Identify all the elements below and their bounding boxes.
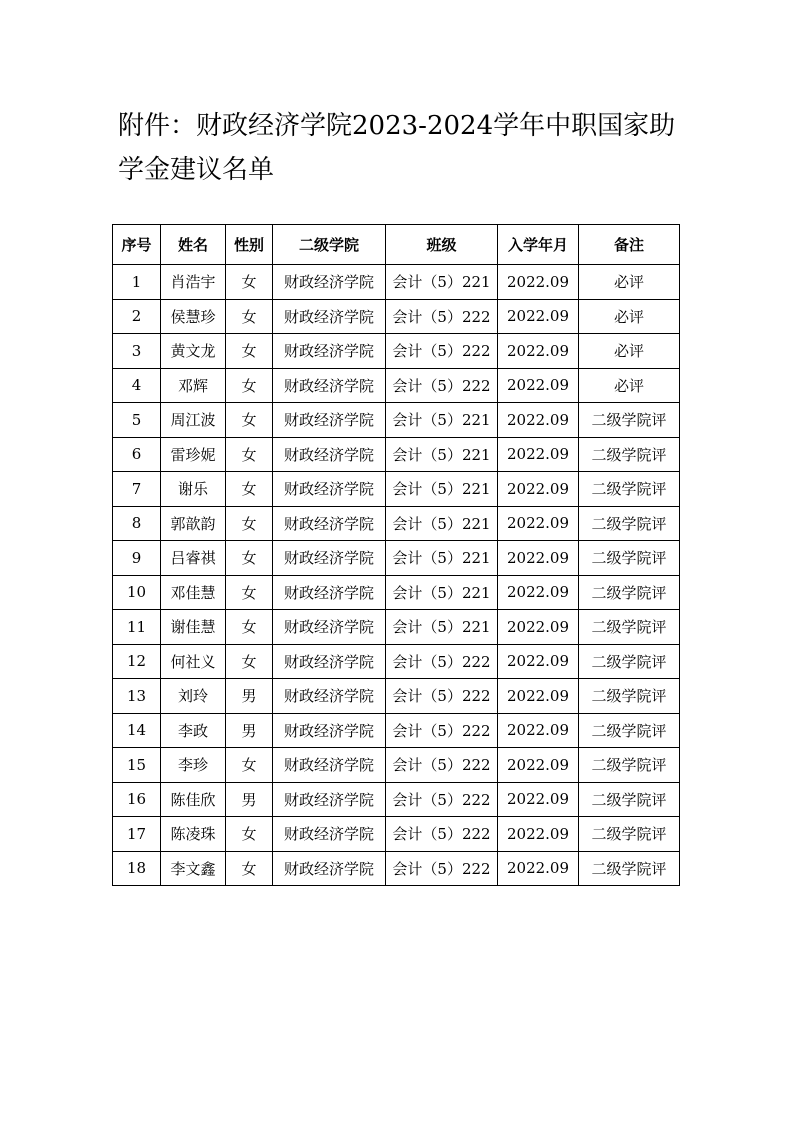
table-row [113,472,680,507]
cell-gender: 女 [226,299,273,334]
cell-serial-number: 4 [113,368,161,403]
cell-name: 陈凌珠 [161,817,226,852]
cell-remarks: 二级学院评 [579,817,680,852]
cell-enrollment-date: 2022.09 [498,299,579,334]
cell-enrollment-date: 2022.09 [498,472,579,507]
cell-serial-number: 17 [113,817,161,852]
cell-class: 会计（5）221 [386,265,498,300]
cell-college: 财政经济学院 [273,817,386,852]
cell-enrollment-date: 2022.09 [498,817,579,852]
table-header-row [113,225,680,265]
cell-gender: 女 [226,334,273,369]
cell-name: 吕睿祺 [161,541,226,576]
header-name: 姓名 [161,225,226,265]
cell-remarks: 必评 [579,368,680,403]
cell-class: 会计（5）222 [386,782,498,817]
cell-serial-number: 8 [113,506,161,541]
cell-college: 财政经济学院 [273,472,386,507]
cell-name: 侯慧珍 [161,299,226,334]
cell-gender: 女 [226,265,273,300]
cell-gender: 女 [226,403,273,438]
cell-enrollment-date: 2022.09 [498,368,579,403]
grant-recommendation-table [112,224,680,886]
cell-serial-number: 1 [113,265,161,300]
header-remarks: 备注 [579,225,680,265]
table-row [113,437,680,472]
cell-serial-number: 7 [113,472,161,507]
table-row [113,403,680,438]
table-body [113,265,680,886]
cell-college: 财政经济学院 [273,506,386,541]
cell-class: 会计（5）222 [386,817,498,852]
cell-enrollment-date: 2022.09 [498,334,579,369]
cell-gender: 女 [226,644,273,679]
cell-remarks: 二级学院评 [579,713,680,748]
cell-gender: 女 [226,851,273,886]
cell-remarks: 二级学院评 [579,782,680,817]
cell-college: 财政经济学院 [273,713,386,748]
table-row [113,782,680,817]
cell-enrollment-date: 2022.09 [498,782,579,817]
cell-remarks: 二级学院评 [579,403,680,438]
cell-class: 会计（5）222 [386,679,498,714]
document-title: 附件：财政经济学院2023-2024学年中职国家助学金建议名单 [118,111,676,185]
cell-enrollment-date: 2022.09 [498,506,579,541]
cell-name: 李文鑫 [161,851,226,886]
cell-remarks: 二级学院评 [579,472,680,507]
cell-remarks: 二级学院评 [579,541,680,576]
cell-name: 邓佳慧 [161,575,226,610]
cell-class: 会计（5）221 [386,506,498,541]
cell-name: 黄文龙 [161,334,226,369]
cell-serial-number: 13 [113,679,161,714]
cell-gender: 女 [226,610,273,645]
cell-college: 财政经济学院 [273,368,386,403]
cell-college: 财政经济学院 [273,541,386,576]
cell-enrollment-date: 2022.09 [498,610,579,645]
cell-class: 会计（5）221 [386,437,498,472]
cell-class: 会计（5）222 [386,368,498,403]
cell-college: 财政经济学院 [273,679,386,714]
cell-gender: 女 [226,368,273,403]
table-row [113,851,680,886]
table-row [113,368,680,403]
table-row [113,541,680,576]
cell-enrollment-date: 2022.09 [498,644,579,679]
cell-name: 邓辉 [161,368,226,403]
cell-gender: 男 [226,713,273,748]
cell-serial-number: 11 [113,610,161,645]
header-enrollment-date: 入学年月 [498,225,579,265]
cell-serial-number: 2 [113,299,161,334]
cell-enrollment-date: 2022.09 [498,713,579,748]
cell-enrollment-date: 2022.09 [498,541,579,576]
cell-enrollment-date: 2022.09 [498,748,579,783]
cell-class: 会计（5）221 [386,472,498,507]
table-row [113,713,680,748]
cell-class: 会计（5）222 [386,644,498,679]
cell-enrollment-date: 2022.09 [498,679,579,714]
cell-gender: 女 [226,472,273,507]
cell-college: 财政经济学院 [273,403,386,438]
cell-class: 会计（5）221 [386,541,498,576]
cell-enrollment-date: 2022.09 [498,437,579,472]
cell-serial-number: 18 [113,851,161,886]
cell-class: 会计（5）221 [386,610,498,645]
cell-college: 财政经济学院 [273,610,386,645]
table-row [113,644,680,679]
cell-serial-number: 5 [113,403,161,438]
cell-name: 李政 [161,713,226,748]
cell-college: 财政经济学院 [273,748,386,783]
cell-gender: 女 [226,575,273,610]
cell-remarks: 必评 [579,334,680,369]
cell-college: 财政经济学院 [273,782,386,817]
cell-remarks: 二级学院评 [579,644,680,679]
cell-college: 财政经济学院 [273,437,386,472]
cell-name: 郭歆韵 [161,506,226,541]
cell-remarks: 二级学院评 [579,610,680,645]
cell-name: 周江波 [161,403,226,438]
cell-class: 会计（5）222 [386,748,498,783]
cell-gender: 女 [226,817,273,852]
cell-class: 会计（5）222 [386,713,498,748]
cell-class: 会计（5）221 [386,403,498,438]
cell-remarks: 二级学院评 [579,851,680,886]
table-row [113,334,680,369]
cell-class: 会计（5）222 [386,334,498,369]
table-row [113,610,680,645]
cell-college: 财政经济学院 [273,265,386,300]
cell-remarks: 二级学院评 [579,506,680,541]
cell-gender: 女 [226,506,273,541]
cell-college: 财政经济学院 [273,644,386,679]
cell-college: 财政经济学院 [273,299,386,334]
header-serial-number: 序号 [113,225,161,265]
table-row [113,679,680,714]
cell-serial-number: 12 [113,644,161,679]
cell-serial-number: 3 [113,334,161,369]
cell-college: 财政经济学院 [273,575,386,610]
cell-remarks: 必评 [579,299,680,334]
cell-name: 何社义 [161,644,226,679]
cell-enrollment-date: 2022.09 [498,851,579,886]
cell-name: 陈佳欣 [161,782,226,817]
cell-serial-number: 10 [113,575,161,610]
cell-name: 雷珍妮 [161,437,226,472]
header-class: 班级 [386,225,498,265]
table-row [113,506,680,541]
cell-class: 会计（5）221 [386,575,498,610]
table-row [113,265,680,300]
cell-gender: 男 [226,782,273,817]
table-row [113,748,680,783]
header-college: 二级学院 [273,225,386,265]
cell-remarks: 二级学院评 [579,575,680,610]
cell-remarks: 二级学院评 [579,748,680,783]
header-gender: 性别 [226,225,273,265]
cell-enrollment-date: 2022.09 [498,403,579,438]
cell-college: 财政经济学院 [273,334,386,369]
cell-remarks: 二级学院评 [579,679,680,714]
cell-remarks: 二级学院评 [579,437,680,472]
cell-college: 财政经济学院 [273,851,386,886]
cell-remarks: 必评 [579,265,680,300]
cell-serial-number: 6 [113,437,161,472]
cell-class: 会计（5）222 [386,851,498,886]
cell-gender: 女 [226,748,273,783]
cell-name: 谢乐 [161,472,226,507]
cell-serial-number: 9 [113,541,161,576]
cell-class: 会计（5）222 [386,299,498,334]
cell-gender: 女 [226,437,273,472]
cell-serial-number: 15 [113,748,161,783]
cell-enrollment-date: 2022.09 [498,265,579,300]
cell-name: 刘玲 [161,679,226,714]
cell-name: 谢佳慧 [161,610,226,645]
table-row [113,299,680,334]
cell-name: 李珍 [161,748,226,783]
cell-name: 肖浩宇 [161,265,226,300]
table-row [113,817,680,852]
cell-gender: 女 [226,541,273,576]
cell-serial-number: 14 [113,713,161,748]
cell-serial-number: 16 [113,782,161,817]
table-row [113,575,680,610]
cell-enrollment-date: 2022.09 [498,575,579,610]
cell-gender: 男 [226,679,273,714]
